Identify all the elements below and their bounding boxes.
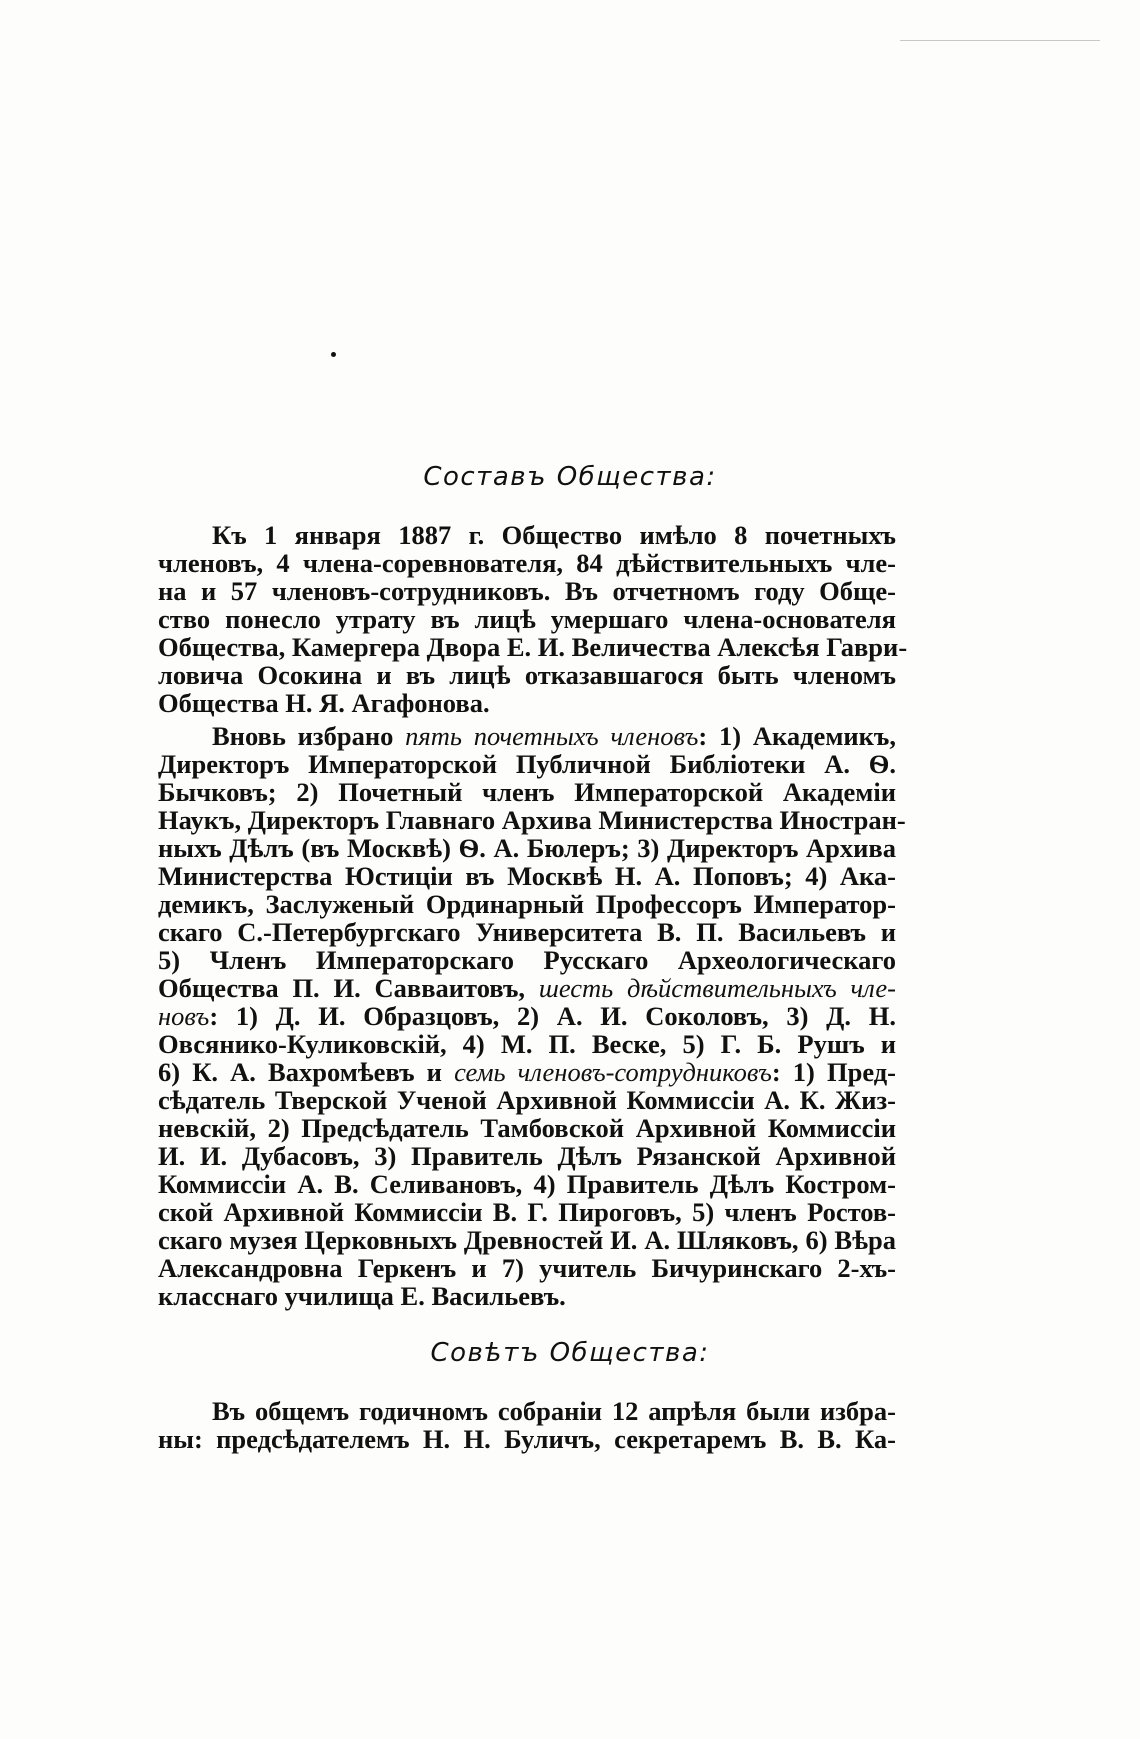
text-line: Бычковъ; 2) Почетный членъ Императорской Академіи (158, 777, 896, 807)
text-line: И. И. Дубасовъ, 3) Правитель Дѣлъ Рязанской Архивной (158, 1141, 896, 1171)
text-line: Вновь избрано пять почетныхъ членовъ: 1) Академикъ, (212, 721, 896, 751)
paragraph-council (158, 1397, 896, 1453)
text-line: на и 57 членовъ-сотрудниковъ. Въ отчетномъ году Обще- (158, 576, 896, 606)
text-line: невскій, 2) Предсѣдатель Тамбовской Архивной Коммиссіи (158, 1113, 896, 1143)
text-line: Александровна Геркенъ и 7) учитель Бичуринскаго 2-хъ- (158, 1253, 896, 1283)
section-heading-composition: Составъ Общества: (423, 462, 717, 492)
text-line: Коммиссіи А. В. Селивановъ, 4) Правитель Дѣлъ Костром- (158, 1169, 896, 1199)
text-line: Общества, Камергера Двора Е. И. Величества Алексѣя Гаври- (158, 632, 908, 662)
text-line: демикъ, Заслуженый Ординарный Профессоръ Император- (158, 889, 896, 919)
paragraph-composition (158, 520, 908, 718)
text-line: ны: предсѣдателемъ Н. Н. Буличъ, секретаремъ В. В. Ка- (158, 1424, 896, 1454)
ink-speck (331, 352, 336, 357)
text-line: Овсянико-Куликовскій, 4) М. П. Веске, 5) Г. Б. Рушъ и (158, 1029, 896, 1059)
text-line: ныхъ Дѣлъ (въ Москвѣ) Ѳ. А. Бюлеръ; 3) Директоръ Архива (158, 833, 896, 863)
text-line: членовъ, 4 члена-соревнователя, 84 дѣйствительныхъ чле- (158, 548, 896, 578)
text-line: 6) К. А. Вахромѣевъ и семь членовъ-сотрудниковъ: 1) Пред- (158, 1057, 897, 1087)
text-line: Наукъ, Директоръ Главнаго Архива Министерства Иностран- (158, 805, 906, 835)
text-line: 5) Членъ Императорскаго Русскаго Археологическаго (158, 945, 896, 975)
text-line: Къ 1 января 1887 г. Общество имѣло 8 почетныхъ (212, 520, 896, 550)
text-line: Директоръ Императорской Публичной Библіотеки А. Ѳ. (158, 749, 896, 779)
text-line: ство понесло утрату въ лицѣ умершаго члена-основателя (158, 604, 896, 634)
text-line: Общества П. И. Савваитовъ, шесть дѣйствительныхъ чле- (158, 973, 896, 1003)
paragraph-new-members (158, 721, 906, 1311)
text-line: ловича Осокина и въ лицѣ отказавшагося быть членомъ (158, 660, 896, 690)
text-line: Общества Н. Я. Агафонова. (158, 688, 490, 718)
text-line: скаго С.-Петербургскаго Университета В. П. Васильевъ и (158, 917, 896, 947)
text-line: Министерства Юстиціи въ Москвѣ Н. А. Поповъ; 4) Ака- (158, 861, 896, 891)
text-line: сѣдатель Тверской Ученой Архивной Коммиссіи А. К. Жиз- (158, 1085, 896, 1115)
text-line: класснаго училища Е. Васильевъ. (158, 1281, 566, 1311)
text-line: ской Архивной Коммиссіи В. Г. Пироговъ, 5) членъ Ростов- (158, 1197, 896, 1227)
text-line: новъ: 1) Д. И. Образцовъ, 2) А. И. Соколовъ, 3) Д. Н. (158, 1001, 896, 1031)
text-line: скаго музея Церковныхъ Древностей И. А. Шляковъ, 6) Вѣра (158, 1225, 896, 1255)
section-heading-council: Совѣтъ Общества: (430, 1338, 710, 1368)
page-edge-mark (900, 40, 1100, 41)
text-line: Въ общемъ годичномъ собраніи 12 апрѣля были избра- (212, 1396, 896, 1426)
